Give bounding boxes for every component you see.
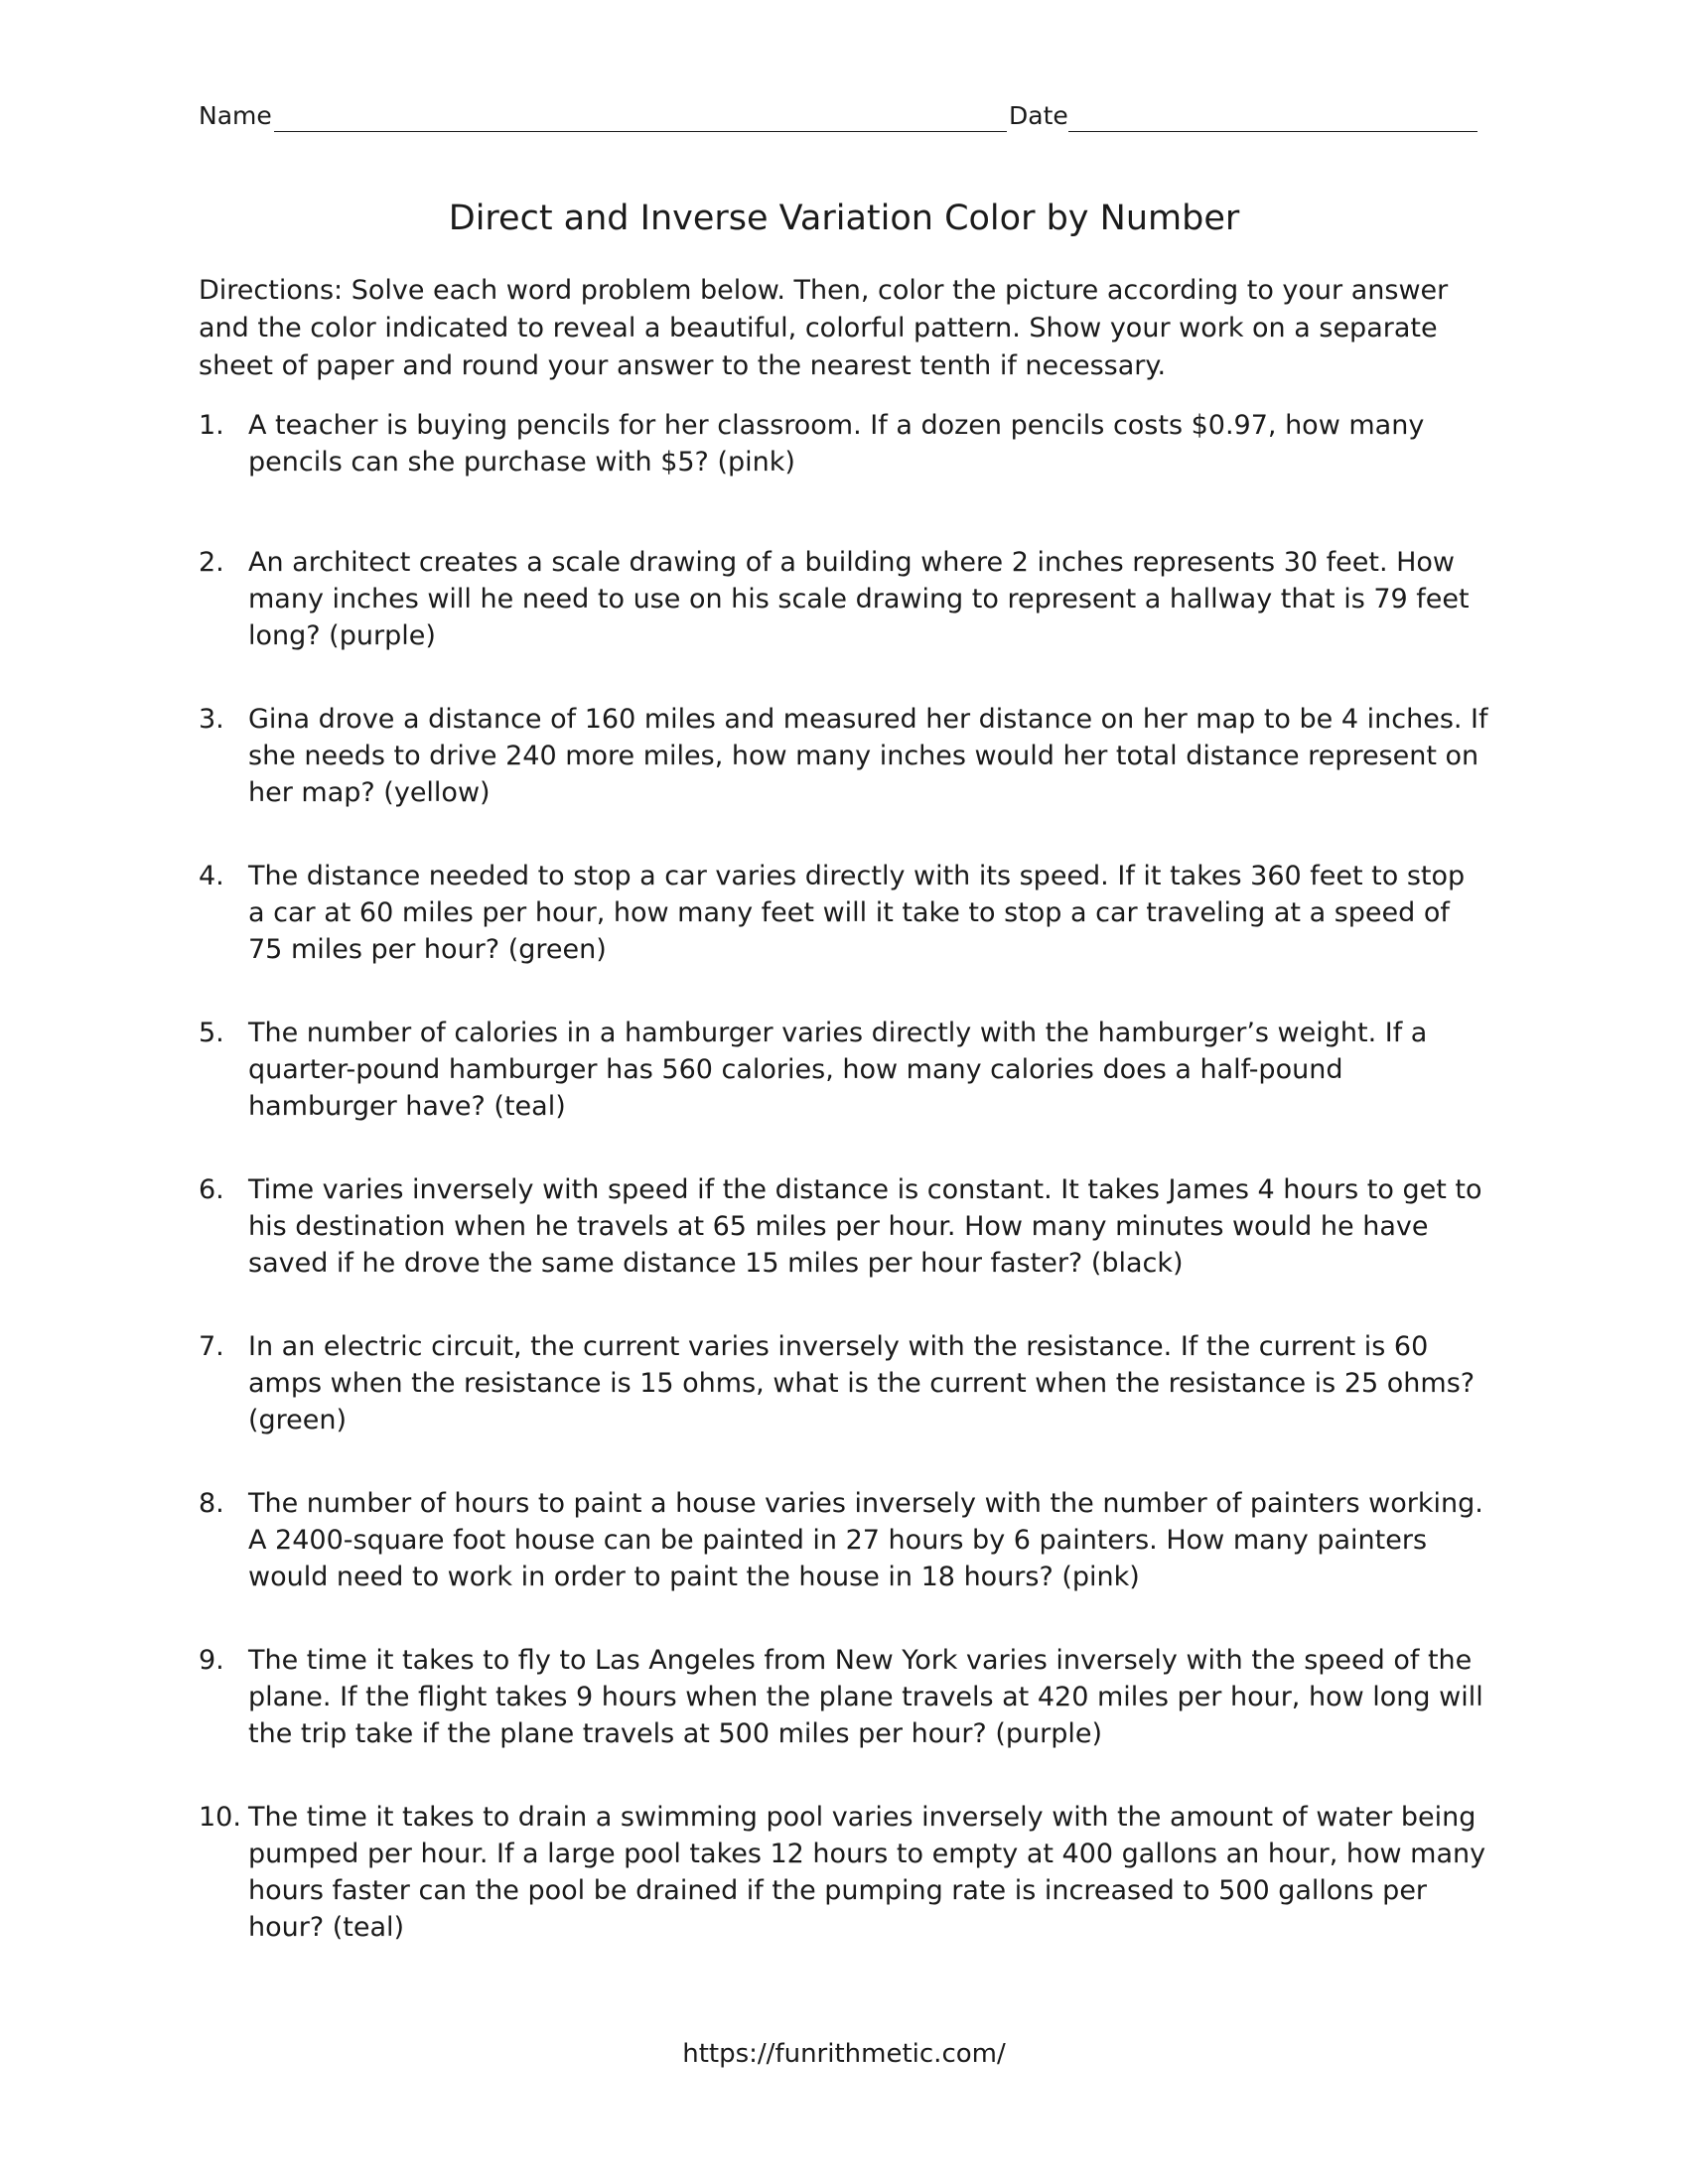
problem-item (199, 544, 1489, 654)
problem-text: The time it takes to fly to Las Angeles from New York varies inversely with the speed of the plane. If the flight takes 9 hours when the plane travels at 420 miles per hour, how long will the trip take if the plane travels at 500 miles per hour? (purple) (248, 1645, 1483, 1749)
problem-number: 3. (199, 704, 224, 735)
problem-item (199, 858, 1489, 968)
name-date-header (199, 101, 1479, 141)
problem-item (199, 701, 1489, 811)
date-field[interactable] (1068, 131, 1477, 132)
problem-text: Gina drove a distance of 160 miles and measured her distance on her map to be 4 inches. If she needs to drive 240 more miles, how many inches would her total distance represent on her map? (yellow) (248, 704, 1488, 808)
problem-item (199, 1485, 1489, 1595)
problem-text: The number of calories in a hamburger varies directly with the hamburger’s weight. If a quarter-pound hamburger has 560 calories, how many calories does a half-pound hamburger have? (teal) (248, 1018, 1428, 1122)
problem-item (199, 1015, 1489, 1125)
directions-text: : Solve each word problem below. Then, color the picture according to your answer and the color indicated to reveal a beautiful, colorful pattern. Show your work on a separate sheet of paper and round your answer to the nearest tenth if necessary. (199, 275, 1449, 381)
problem-text: In an electric circuit, the current varies inversely with the resistance. If the current is 60 amps when the resistance is 15 ohms, what is the current when the resistance is 25 ohms? (green) (248, 1331, 1476, 1435)
problem-item (199, 1328, 1489, 1438)
problem-text: The number of hours to paint a house varies inversely with the number of painters working. A 2400-square foot house can be painted in 27 hours by 6 painters. How many painters would need to work in order to paint the house in 18 hours? (pink) (248, 1488, 1483, 1592)
directions-label: Directions (199, 275, 335, 306)
problem-item (199, 1799, 1489, 1946)
name-label: Name (199, 101, 272, 130)
problem-item (199, 1642, 1489, 1752)
name-field[interactable] (274, 131, 1007, 132)
directions (199, 272, 1479, 385)
footer-url: https://funrithmetic.com/ (682, 2039, 1006, 2069)
date-label: Date (1009, 101, 1068, 130)
problem-item (199, 1171, 1489, 1282)
problem-number: 1. (199, 410, 224, 441)
problem-number: 4. (199, 861, 224, 891)
problem-number: 5. (199, 1018, 224, 1048)
problem-text: The time it takes to drain a swimming pool varies inversely with the amount of water being pumped per hour. If a large pool takes 12 hours to empty at 400 gallons an hour, how many hours faster can the pool be drained if the pumping rate is increased to 500 gallons per hour? (teal) (248, 1802, 1486, 1943)
problem-number: 2. (199, 547, 224, 578)
problem-list (199, 407, 1489, 1946)
problem-number: 9. (199, 1645, 224, 1676)
problem-item (199, 407, 1489, 480)
problem-number: 6. (199, 1174, 224, 1205)
problem-text: Time varies inversely with speed if the distance is constant. It takes James 4 hours to get to his destination when he travels at 65 miles per hour. How many minutes would he have saved if he drove the same distance 15 miles per hour faster? (black) (248, 1174, 1482, 1279)
problem-number: 8. (199, 1488, 224, 1519)
problem-text: A teacher is buying pencils for her classroom. If a dozen pencils costs $0.97, how many pencils can she purchase with $5? (pink) (248, 410, 1425, 478)
page-title: Direct and Inverse Variation Color by Number (448, 199, 1240, 238)
problem-text: The distance needed to stop a car varies directly with its speed. If it takes 360 feet to stop a car at 60 miles per hour, how many feet will it take to stop a car traveling at a speed of 75 miles per hour? (green) (248, 861, 1466, 965)
problem-number: 10. (199, 1802, 241, 1833)
problem-number: 7. (199, 1331, 224, 1362)
problem-text: An architect creates a scale drawing of a building where 2 inches represents 30 feet. How many inches will he need to use on his scale drawing to represent a hallway that is 79 feet long? (purple) (248, 547, 1470, 651)
